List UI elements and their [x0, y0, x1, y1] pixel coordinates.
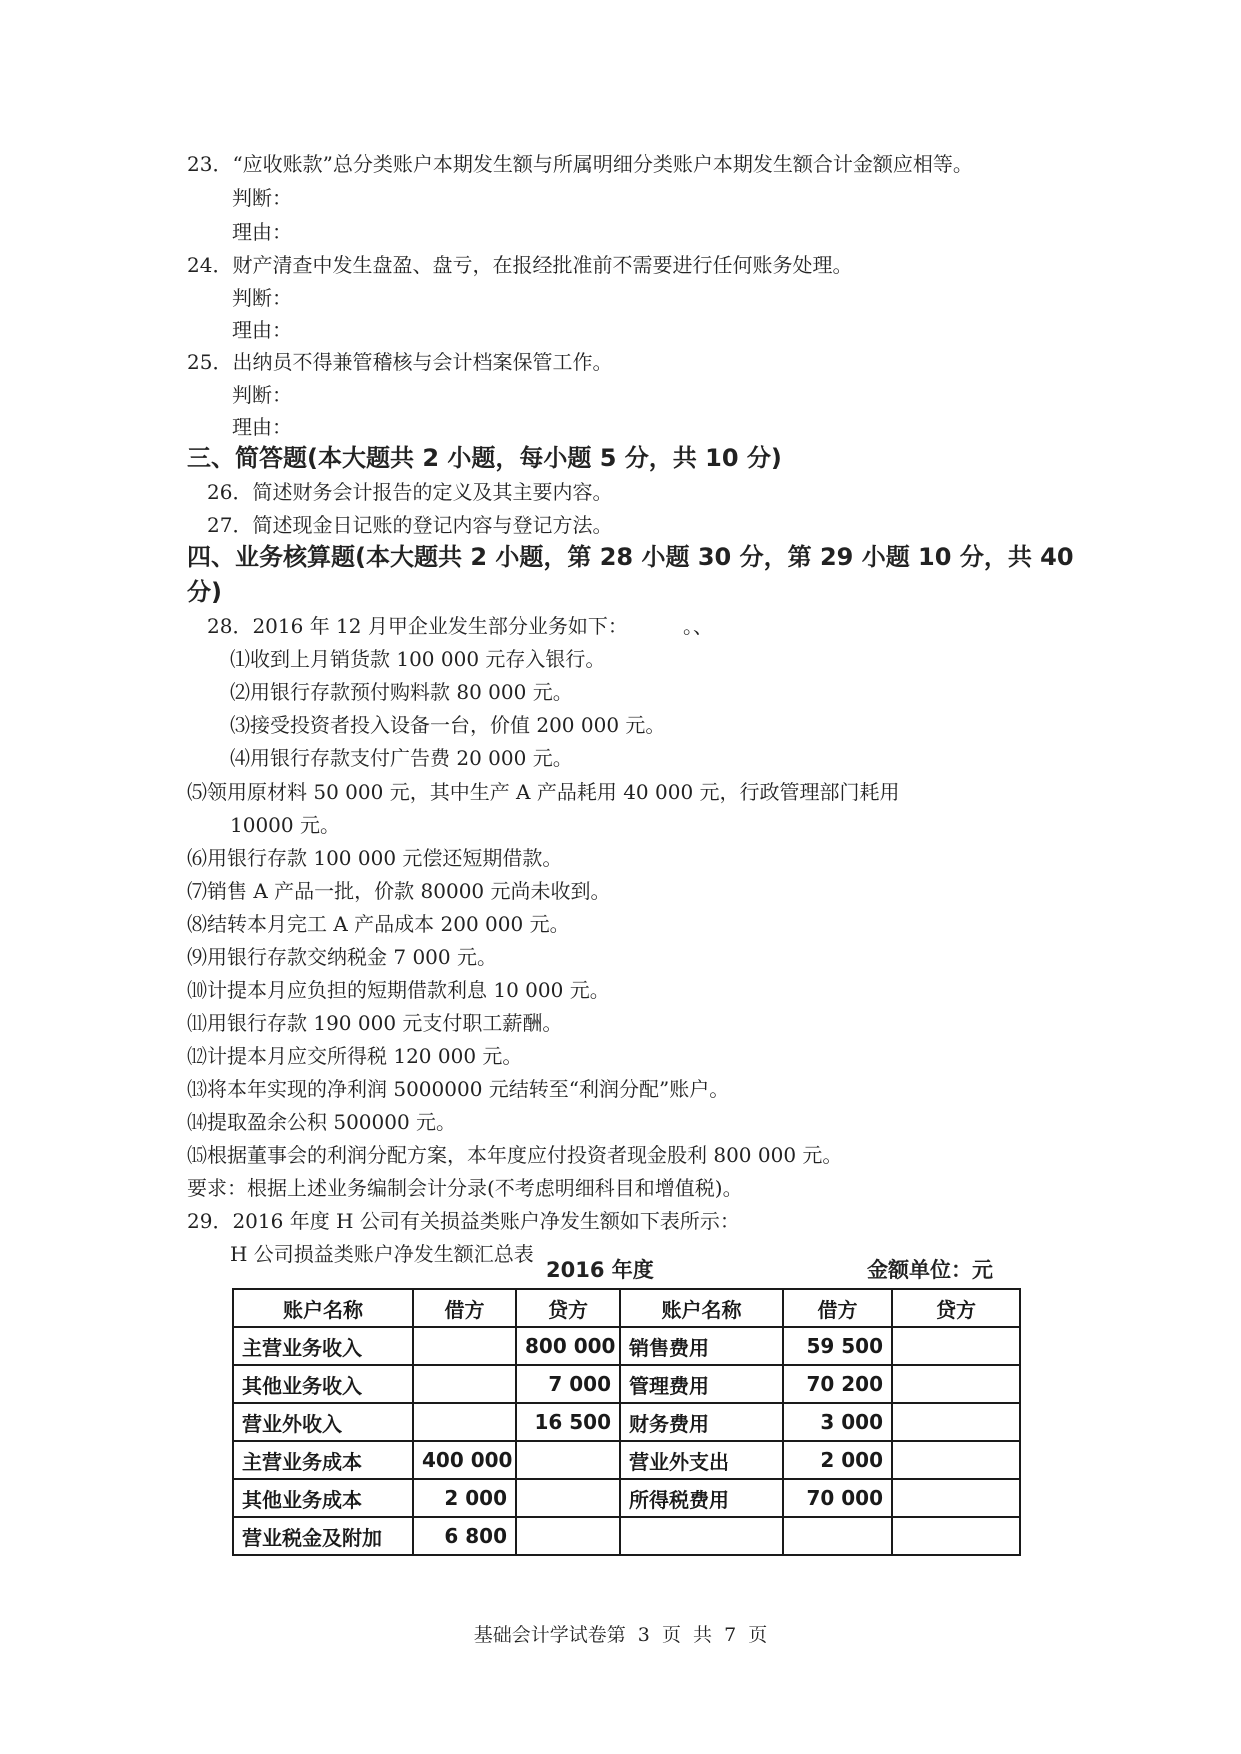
table-cell — [413, 1365, 516, 1403]
table-year: 2016 年度 — [546, 1258, 654, 1282]
table-row — [233, 1479, 1020, 1517]
table-cell: 16 500 — [516, 1403, 620, 1441]
header-account-name: 账户名称 — [620, 1289, 783, 1327]
table-title: H 公司损益类账户净发生额汇总表 — [230, 1242, 534, 1266]
table-cell — [783, 1517, 892, 1555]
header-debit: 借方 — [413, 1289, 516, 1327]
question-25: 25．出纳员不得兼管稽核与会计档案保管工作。 — [187, 350, 613, 374]
table-cell: 800 000 — [516, 1327, 620, 1365]
list-item: ⑺销售 A 产品一批，价款 80000 元尚未收到。 — [187, 879, 611, 903]
table-row — [233, 1403, 1020, 1441]
question-28-mark: 。、 — [683, 614, 713, 638]
header-credit: 贷方 — [892, 1289, 1020, 1327]
list-item: ⑾用银行存款 190 000 元支付职工薪酬。 — [187, 1011, 563, 1035]
table-cell — [892, 1327, 1020, 1365]
list-item: ⑹用银行存款 100 000 元偿还短期借款。 — [187, 846, 563, 870]
table-cell — [892, 1365, 1020, 1403]
table-cell: 2 000 — [413, 1479, 516, 1517]
table-cell — [892, 1479, 1020, 1517]
table-cell — [620, 1517, 783, 1555]
table-cell: 主营业务成本 — [233, 1441, 413, 1479]
reason-label-23: 理由： — [232, 220, 292, 244]
table-cell: 其他业务收入 — [233, 1365, 413, 1403]
list-item: ⑽计提本月应负担的短期借款利息 10 000 元。 — [187, 978, 610, 1002]
list-item-continuation: 10000 元。 — [230, 813, 340, 837]
question-26: 26．简述财务会计报告的定义及其主要内容。 — [207, 480, 613, 504]
table-unit: 金额单位：元 — [867, 1258, 993, 1282]
table-cell: 400 000 — [413, 1441, 516, 1479]
table-row — [233, 1517, 1020, 1555]
list-item: ⑿计提本月应交所得税 120 000 元。 — [187, 1044, 523, 1068]
table-cell: 其他业务成本 — [233, 1479, 413, 1517]
table-cell — [516, 1441, 620, 1479]
table-cell: 2 000 — [783, 1441, 892, 1479]
table-cell: 销售费用 — [620, 1327, 783, 1365]
list-item: ⒁提取盈余公积 500000 元。 — [187, 1110, 457, 1134]
list-item: ⑻结转本月完工 A 产品成本 200 000 元。 — [187, 912, 570, 936]
table-cell: 3 000 — [783, 1403, 892, 1441]
question-28-intro: 28．2016 年 12 月甲企业发生部分业务如下： — [207, 614, 628, 638]
table-cell — [516, 1479, 620, 1517]
list-item: ⑴收到上月销货款 100 000 元存入银行。 — [230, 647, 606, 671]
judge-label-23: 判断： — [232, 186, 292, 210]
table-cell: 营业外支出 — [620, 1441, 783, 1479]
requirement-text: 要求：根据上述业务编制会计分录(不考虑明细科目和增值税)。 — [187, 1176, 743, 1200]
table-header-row — [233, 1289, 1020, 1327]
section-4-title-line1: 四、业务核算题(本大题共 2 小题，第 28 小题 30 分，第 29 小题 10 分，共 40 — [187, 543, 1074, 571]
list-item: ⑶接受投资者投入设备一台，价值 200 000 元。 — [230, 713, 666, 737]
table-cell — [413, 1327, 516, 1365]
table-cell — [516, 1517, 620, 1555]
table-row — [233, 1327, 1020, 1365]
list-item: ⒂根据董事会的利润分配方案，本年度应付投资者现金股利 800 000 元。 — [187, 1143, 843, 1167]
list-item: ⑸领用原材料 50 000 元，其中生产 A 产品耗用 40 000 元，行政管理部门耗用 — [187, 780, 900, 804]
table-row — [233, 1441, 1020, 1479]
table-cell: 管理费用 — [620, 1365, 783, 1403]
header-account-name: 账户名称 — [233, 1289, 413, 1327]
judge-label-24: 判断： — [232, 286, 292, 310]
table-cell — [892, 1403, 1020, 1441]
header-credit: 贷方 — [516, 1289, 620, 1327]
reason-label-24: 理由： — [232, 318, 292, 342]
table-cell: 主营业务收入 — [233, 1327, 413, 1365]
section-4-title-line2: 分) — [187, 578, 222, 606]
reason-label-25: 理由： — [232, 415, 292, 439]
question-29-intro: 29．2016 年度 H 公司有关损益类账户净发生额如下表所示： — [187, 1209, 740, 1233]
list-item: ⑷用银行存款支付广告费 20 000 元。 — [230, 746, 573, 770]
table-cell: 所得税费用 — [620, 1479, 783, 1517]
page-footer: 基础会计学试卷第 3 页 共 7 页 — [473, 1624, 768, 1646]
table-row — [233, 1365, 1020, 1403]
account-summary-table — [232, 1288, 1021, 1556]
table-cell: 7 000 — [516, 1365, 620, 1403]
table-cell: 营业外收入 — [233, 1403, 413, 1441]
question-27: 27．简述现金日记账的登记内容与登记方法。 — [207, 513, 613, 537]
table-cell: 70 200 — [783, 1365, 892, 1403]
table-cell: 营业税金及附加 — [233, 1517, 413, 1555]
section-3-title: 三、简答题(本大题共 2 小题，每小题 5 分，共 10 分) — [187, 444, 782, 472]
table-cell — [892, 1517, 1020, 1555]
question-23: 23．“应收账款”总分类账户本期发生额与所属明细分类账户本期发生额合计金额应相等。 — [187, 152, 973, 176]
question-24: 24．财产清查中发生盘盈、盘亏，在报经批准前不需要进行任何账务处理。 — [187, 253, 853, 277]
list-item: ⑼用银行存款交纳税金 7 000 元。 — [187, 945, 497, 969]
table-cell — [892, 1441, 1020, 1479]
table-cell: 70 000 — [783, 1479, 892, 1517]
table-cell: 59 500 — [783, 1327, 892, 1365]
table-cell: 6 800 — [413, 1517, 516, 1555]
list-item: ⑵用银行存款预付购料款 80 000 元。 — [230, 680, 573, 704]
table-cell — [413, 1403, 516, 1441]
table-cell: 财务费用 — [620, 1403, 783, 1441]
list-item: ⒀将本年实现的净利润 5000000 元结转至“利润分配”账户。 — [187, 1077, 730, 1101]
judge-label-25: 判断： — [232, 383, 292, 407]
header-debit: 借方 — [783, 1289, 892, 1327]
